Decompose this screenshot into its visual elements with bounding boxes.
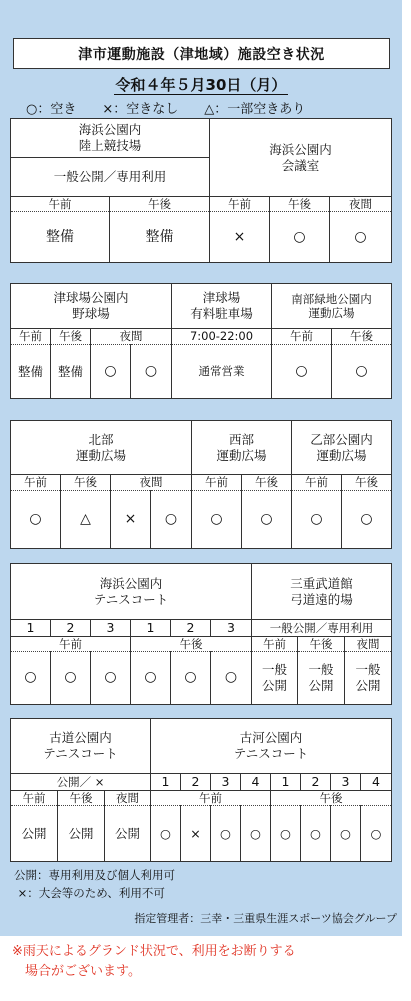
facility-name: 北部 運動広場 [11,421,192,475]
court-number: 3 [211,774,241,791]
status-cell: ○ [11,652,51,705]
status-cell: ○ [91,345,131,399]
status-cell: ○ [361,806,392,862]
court-number: 1 [151,774,181,791]
status-cell: ○ [151,491,192,549]
legend: ○：空き ×：空きなし △：一部空きあり [26,102,306,117]
header-cell: 夜間 [111,475,192,491]
status-cell: 整備 [11,212,110,263]
facility-name: 三重武道館 弓道遠的場 [252,564,392,620]
header-cell: 午前 [252,636,298,651]
status-cell: ○ [211,806,241,862]
court-number: 1 [11,620,51,637]
block-4-table [10,563,392,705]
status-cell: 一般 公開 [252,652,298,705]
header-cell: 午前 [11,475,61,491]
facility-name: 津球場 有料駐車場 [172,284,272,329]
court-number: 3 [331,774,361,791]
status-cell: ○ [332,345,392,399]
court-number: 3 [91,620,131,637]
court-number: 1 [271,774,301,791]
header-cell: 7:00-22:00 [172,329,272,345]
facility-name: 海浜公園内 会議室 [210,119,392,197]
usage-type: 公開／ × [11,774,151,791]
court-number: 4 [241,774,271,791]
status-cell: ○ [242,491,292,549]
header-cell: 午前 [11,790,58,805]
court-number: 2 [181,774,211,791]
facility-name: 西部 運動広場 [192,421,292,475]
page-title: 津市運動施設（津地域）施設空き状況 [13,38,390,69]
date-text: 令和４年５月30日（月） [115,76,287,94]
header-cell: 午後 [51,329,91,345]
status-cell: ○ [91,652,131,705]
status-cell: ○ [211,652,252,705]
status-cell: 通常営業 [172,345,272,399]
header-cell: 午前 [272,329,332,345]
header-cell: 午前 [210,197,270,212]
header-cell: 午後 [332,329,392,345]
status-cell: ○ [270,212,330,263]
status-cell: 一般 公開 [298,652,345,705]
block-5-table [10,718,392,862]
block-3-table [10,420,392,549]
header-cell: 夜間 [345,636,392,651]
status-cell: ○ [331,806,361,862]
header-cell: 午前 [192,475,242,491]
header-cell: 午後 [61,475,111,491]
status-cell: 一般 公開 [345,652,392,705]
date-line [0,74,402,95]
status-cell: × [181,806,211,862]
status-cell: ○ [151,806,181,862]
status-cell: ○ [292,491,342,549]
status-cell: ○ [131,652,171,705]
header-cell: 午後 [298,636,345,651]
header-cell: 午後 [242,475,292,491]
status-cell: ○ [272,345,332,399]
manager-credit: 指定管理者：三幸・三重県生涯スポーツ協会グループ [134,912,397,925]
header-cell: 夜間 [330,197,392,212]
header-cell: 午前 [11,197,110,212]
status-cell: 整備 [110,212,210,263]
block-2-table [10,283,392,399]
status-cell: ○ [301,806,331,862]
status-cell: △ [61,491,111,549]
status-cell: × [210,212,270,263]
usage-type: 一般公開／専用利用 [11,158,210,197]
status-cell: ○ [11,491,61,549]
header-cell: 午前 [151,790,271,805]
facility-name: 海浜公園内 テニスコート [11,564,252,620]
court-number: 1 [131,620,171,637]
header-cell: 午後 [270,197,330,212]
status-cell: 整備 [11,345,51,399]
court-number: 2 [171,620,211,637]
court-number: 3 [211,620,252,637]
header-cell: 午後 [342,475,392,491]
block-1-table [10,118,392,263]
court-number: 2 [51,620,91,637]
notes: 公開：専用利用及び個人利用可 ×：大会等のため、利用不可 [14,868,175,900]
usage-type: 一般公開／専用利用 [252,620,392,637]
header-cell: 夜間 [91,329,172,345]
header-cell: 夜間 [105,790,151,805]
facility-name: 津球場公園内 野球場 [11,284,172,329]
status-cell: 整備 [51,345,91,399]
header-cell: 午前 [11,329,51,345]
rain-warning: ※雨天によるグランド状況で、利用をお断りする 場合がございます。 [12,944,296,979]
facility-name: 古道公園内 テニスコート [11,719,151,774]
status-cell: ○ [330,212,392,263]
status-cell: ○ [241,806,271,862]
status-cell: ○ [192,491,242,549]
header-cell: 午前 [11,636,131,651]
status-cell: ○ [171,652,211,705]
facility-name: 海浜公園内 陸上競技場 [11,119,210,158]
header-cell: 午後 [131,636,252,651]
status-cell: ○ [342,491,392,549]
status-cell: 公開 [11,806,58,862]
status-cell: ○ [131,345,172,399]
status-cell: ○ [271,806,301,862]
header-cell: 午後 [271,790,392,805]
status-cell: × [111,491,151,549]
status-cell: 公開 [105,806,151,862]
status-cell: 公開 [58,806,105,862]
header-cell: 午後 [58,790,105,805]
status-cell: ○ [51,652,91,705]
header-cell: 午前 [292,475,342,491]
facility-name: 南部緑地公園内 運動広場 [272,284,392,329]
facility-name: 古河公園内 テニスコート [151,719,392,774]
court-number: 4 [361,774,392,791]
facility-name: 乙部公園内 運動広場 [292,421,392,475]
header-cell: 午後 [110,197,210,212]
court-number: 2 [301,774,331,791]
